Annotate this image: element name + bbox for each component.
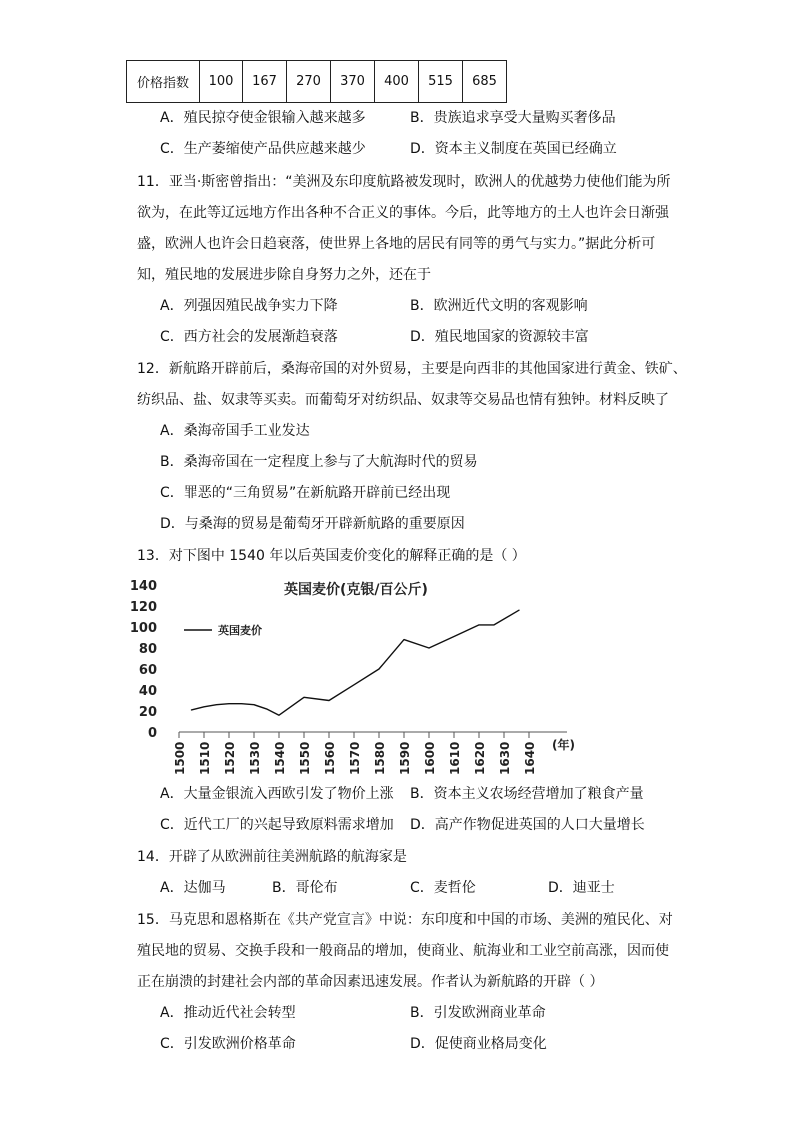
x-tick-label: 1640 [523,741,537,775]
table-cell: 685 [463,61,507,103]
x-tick-label: 1520 [223,741,237,775]
y-tick-label: 100 [130,621,157,636]
y-tick-label: 140 [130,579,157,594]
y-tick-label: 0 [147,726,157,741]
option-a[interactable]: A．桑海帝国手工业发达 [160,423,310,439]
wheat-price-chart [130,575,580,775]
option-a[interactable]: A．大量金银流入西欧引发了物价上涨 [160,786,394,802]
option-c[interactable]: C．罪恶的“三角贸易”在新航路开辟前已经出现 [160,485,451,501]
x-axis-label: (年) [552,738,575,752]
question-stem: 殖民地的贸易、交换手段和一般商品的增加，使商业、航海业和工业空前高涨，因而使 [137,943,669,959]
question-stem: 知，殖民地的发展进步除自身努力之外，还在于 [137,267,431,283]
chart-title: 英国麦价(克银/百公斤) [284,582,428,598]
table-cell: 515 [419,61,463,103]
x-tick-label: 1530 [248,741,262,775]
option-a[interactable]: A．推动近代社会转型 [160,1005,296,1021]
x-tick-label: 1610 [448,741,462,775]
table-cell: 400 [375,61,419,103]
option-b[interactable]: B．引发欧洲商业革命 [410,1005,546,1021]
option-c[interactable]: C．西方社会的发展渐趋衰落 [160,329,338,345]
option-d[interactable]: D．与桑海的贸易是葡萄牙开辟新航路的重要原因 [160,516,465,532]
option-a[interactable]: A．殖民掠夺使金银输入越来越多 [160,110,366,126]
option-d[interactable]: D．资本主义制度在英国已经确立 [410,141,617,157]
table-header-cell: 价格指数 [127,61,200,103]
question-stem: 纺织品、盐、奴隶等买卖。而葡萄牙对纺织品、奴隶等交易品也情有独钟。材料反映了 [137,392,669,408]
x-tick-label: 1510 [198,741,212,775]
question-stem: 15．马克思和恩格斯在《共产党宣言》中说：东印度和中国的市场、美洲的殖民化、对 [137,912,673,928]
y-tick-label: 80 [138,642,157,657]
option-c[interactable]: C．生产萎缩使产品供应越来越少 [160,141,366,157]
question-stem: 14．开辟了从欧洲前往美洲航路的航海家是 [137,849,407,865]
y-tick-label: 120 [130,600,157,615]
x-tick-label: 1560 [323,741,337,775]
question-stem: 欲为，在此等辽远地方作出各种不合正义的事体。今后，此等地方的土人也许会日渐强 [137,205,669,221]
option-a[interactable]: A．列强因殖民战争实力下降 [160,298,338,314]
option-c[interactable]: C．引发欧洲价格革命 [160,1036,296,1052]
table-row [127,61,507,103]
table-cell: 100 [200,61,243,103]
option-b[interactable]: B．贵族追求享受大量购买奢侈品 [410,110,616,126]
option-b[interactable]: B．资本主义农场经营增加了粮食产量 [410,786,644,802]
y-tick-label: 60 [138,663,157,678]
question-stem: 13．对下图中 1540 年以后英国麦价变化的解释正确的是（ ） [137,548,526,564]
x-tick-label: 1630 [498,741,512,775]
option-d[interactable]: D．高产作物促进英国的人口大量增长 [410,817,645,833]
x-tick-label: 1590 [398,741,412,775]
table-cell: 167 [243,61,287,103]
x-tick-label: 1580 [373,741,387,775]
option-c[interactable]: C．麦哲伦 [410,880,476,896]
x-tick-label: 1620 [473,741,487,775]
x-tick-label: 1550 [298,741,312,775]
question-stem: 正在崩溃的封建社会内部的革命因素迅速发展。作者认为新航路的开辟（ ） [137,974,604,990]
option-d[interactable]: D．殖民地国家的资源较丰富 [410,329,589,345]
table-cell: 370 [331,61,375,103]
price-index-table [126,60,507,103]
table-cell: 270 [287,61,331,103]
option-b[interactable]: B．哥伦布 [272,880,338,896]
option-b[interactable]: B．桑海帝国在一定程度上参与了大航海时代的贸易 [160,454,478,470]
option-a[interactable]: A．达伽马 [160,880,226,896]
x-tick-label: 1540 [273,741,287,775]
option-b[interactable]: B．欧洲近代文明的客观影响 [410,298,588,314]
question-stem: 12．新航路开辟前后，桑海帝国的对外贸易，主要是向西非的其他国家进行黄金、铁矿、 [137,361,687,377]
x-tick-label: 1600 [423,741,437,775]
x-tick-label: 1500 [173,741,187,775]
y-tick-label: 40 [138,684,157,699]
question-stem: 11．亚当·斯密曾指出：“美洲及东印度航路被发现时，欧洲人的优越势力使他们能为所 [137,174,671,190]
x-tick-label: 1570 [348,741,362,775]
option-d[interactable]: D．迪亚士 [548,880,615,896]
option-d[interactable]: D．促使商业格局变化 [410,1036,547,1052]
legend-label: 英国麦价 [218,624,262,637]
option-c[interactable]: C．近代工厂的兴起导致原料需求增加 [160,817,394,833]
y-tick-label: 20 [138,705,157,720]
question-stem: 盛，欧洲人也许会日趋衰落，使世界上各地的居民有同等的勇气与实力。”据此分析可 [137,236,656,252]
